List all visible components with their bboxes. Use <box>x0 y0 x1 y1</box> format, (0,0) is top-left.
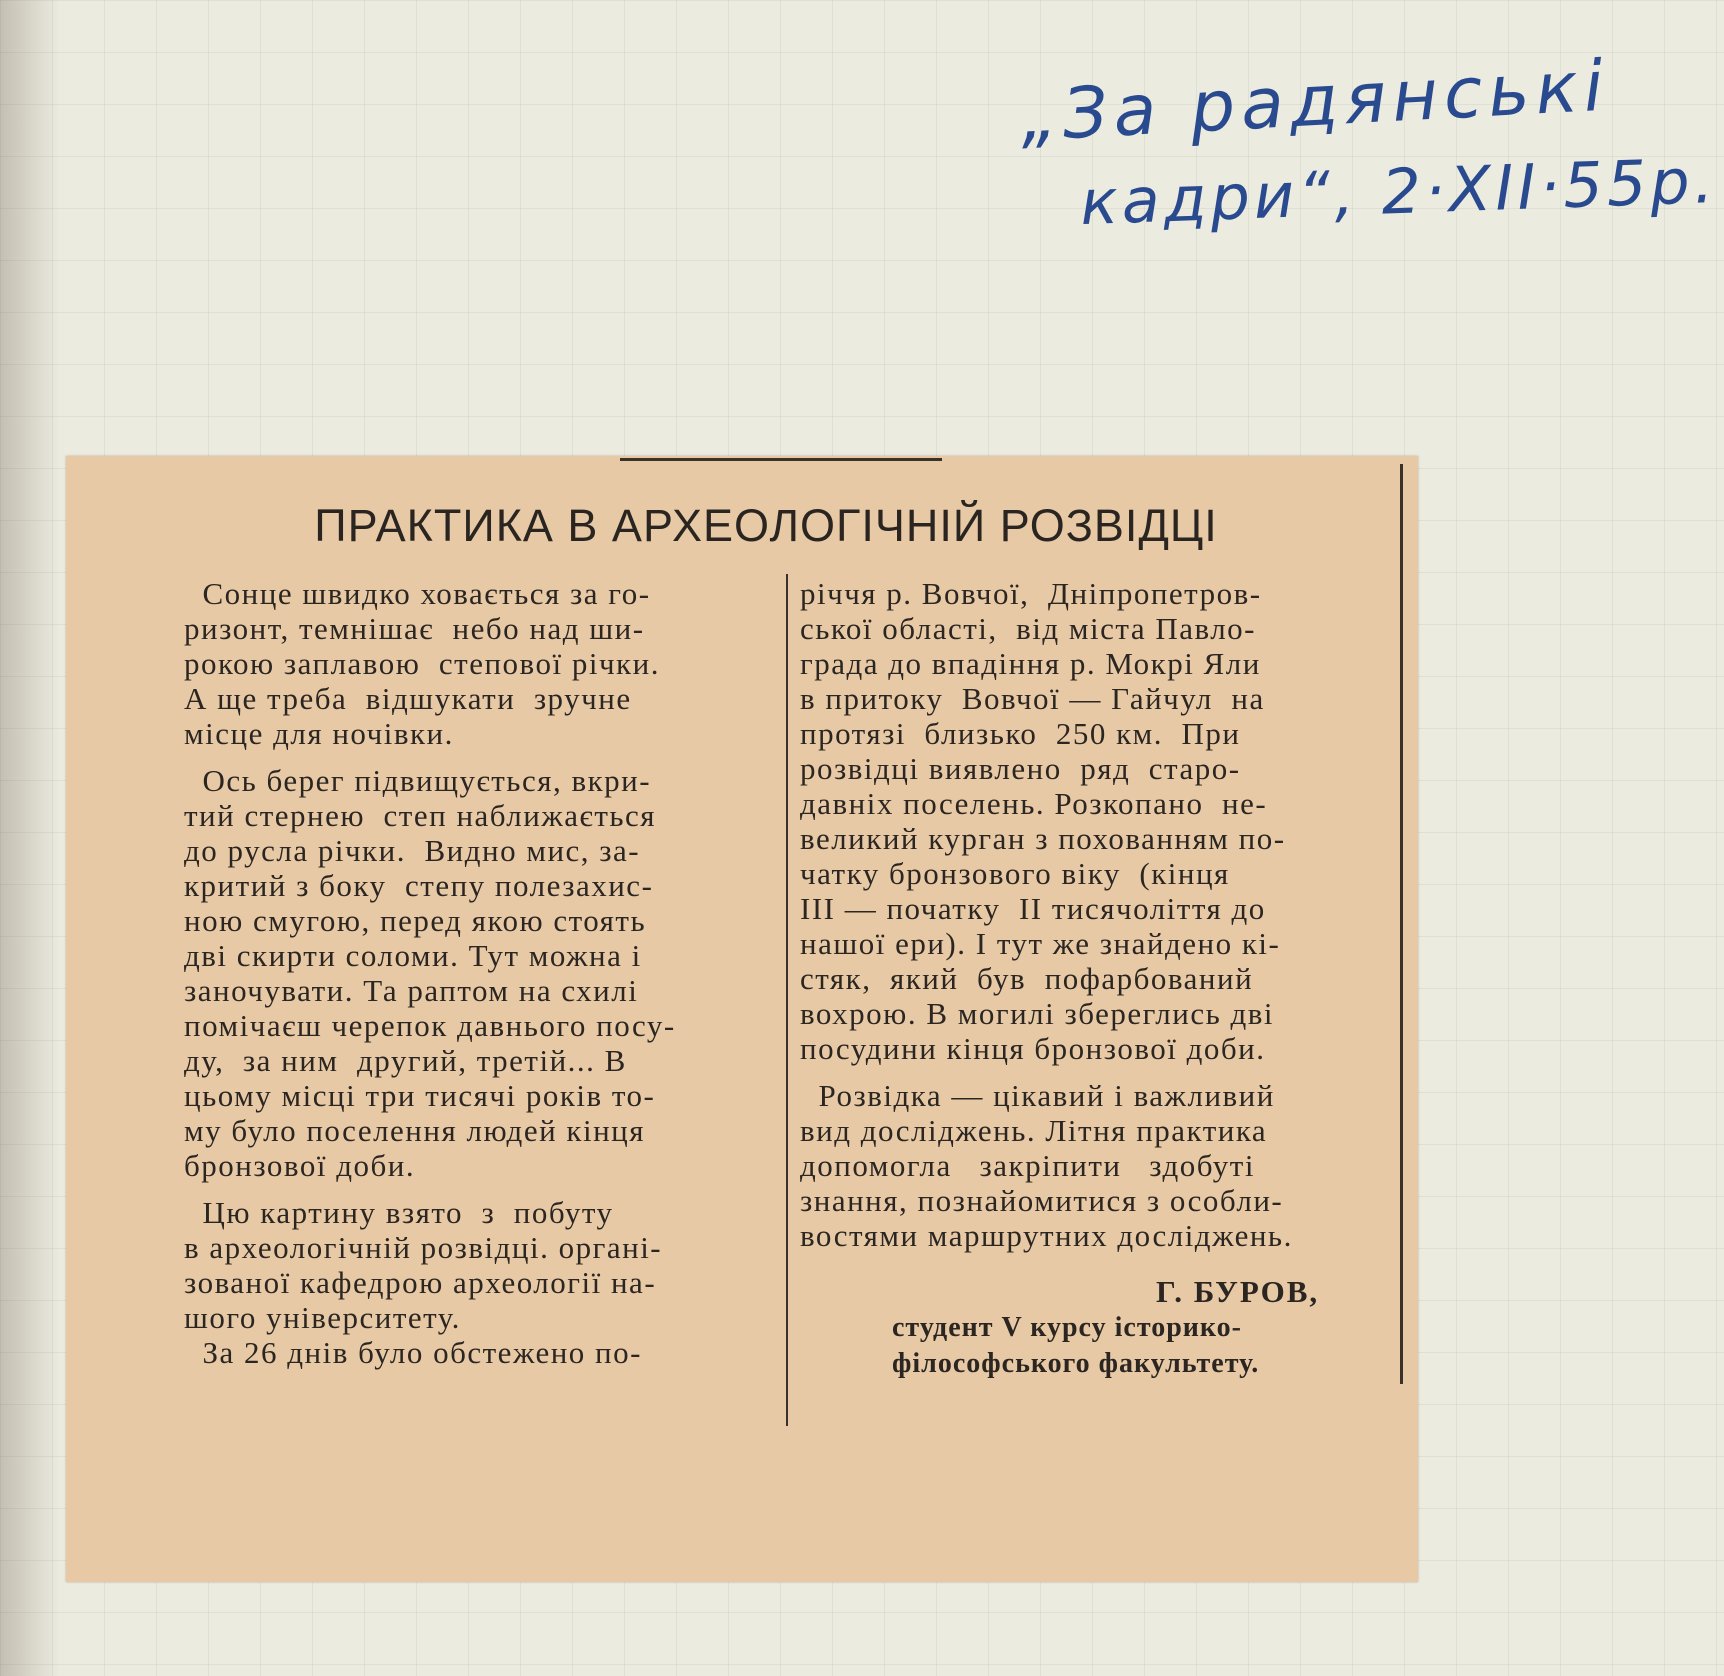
author-title-line-1: студент V курсу історико- <box>892 1312 1242 1343</box>
text-line: чатку бронзового віку (кінця <box>800 856 1230 891</box>
text-line: річчя р. Вовчої, Дніпропетров- <box>800 576 1262 611</box>
text-line: в археологічній розвідці. органі- <box>184 1230 663 1265</box>
text-line: розвідці виявлено ряд старо- <box>800 751 1241 786</box>
text-line: За 26 днів було обстежено по- <box>184 1335 642 1370</box>
text-line: місце для ночівки. <box>184 716 454 751</box>
page-binding-shadow <box>0 0 60 1676</box>
text-line: критий з боку степу полезахис- <box>184 868 654 903</box>
article-headline: ПРАКТИКА В АРХЕОЛОГІЧНІЙ РОЗВІДЦІ <box>314 500 1218 551</box>
text-line: ною смугою, перед якою стоять <box>184 903 647 938</box>
text-line: зованої кафедрою археології на- <box>184 1265 657 1300</box>
top-rule <box>620 458 942 461</box>
text-line: в притоку Вовчої — Гайчул на <box>800 681 1265 716</box>
text-line: А ще треба відшукати зручне <box>184 681 632 716</box>
text-line: помічаєш черепок давнього посу- <box>184 1008 676 1043</box>
paragraph-gap <box>800 1066 1442 1078</box>
paragraph-gap <box>184 751 834 763</box>
text-line: вид досліджень. Літня практика <box>800 1113 1268 1148</box>
text-line: давніх поселень. Розкопано не- <box>800 786 1268 821</box>
article-left-column <box>184 576 834 1370</box>
annotation-line-1: „За радянські <box>1018 44 1612 158</box>
newspaper-clipping <box>66 456 1418 1582</box>
annotation-line-2: кадри“, 2·XII·55р. <box>1078 143 1719 240</box>
text-line: ризонт, темнішає небо над ши- <box>184 611 645 646</box>
text-line: до русла річки. Видно мис, за- <box>184 833 641 868</box>
text-line: бронзової доби. <box>184 1148 416 1183</box>
author-name: Г. БУРОВ, <box>1156 1274 1320 1309</box>
text-line: протязі близько 250 км. При <box>800 716 1241 751</box>
text-line: посудини кінця бронзової доби. <box>800 1031 1266 1066</box>
handwritten-annotation <box>1000 44 1719 250</box>
text-line: тий стернею степ наближається <box>184 798 657 833</box>
text-line: знання, познайомитися з особли- <box>800 1183 1284 1218</box>
text-line: Ось берег підвищується, вкри- <box>184 763 652 798</box>
text-line: заночувати. Та раптом на схилі <box>184 973 639 1008</box>
text-line: града до впадіння р. Мокрі Яли <box>800 646 1261 681</box>
text-line: дві скирти соломи. Тут можна і <box>184 938 642 973</box>
article-right-column <box>800 576 1442 1253</box>
text-line: Сонце швидко ховається за го- <box>184 576 651 611</box>
text-line: цьому місці три тисячі років то- <box>184 1078 656 1113</box>
text-line: шого університету. <box>184 1300 461 1335</box>
text-line: Цю картину взято з побуту <box>184 1195 614 1230</box>
text-line: му було поселення людей кінця <box>184 1113 646 1148</box>
text-line: великий курган з похованням по- <box>800 821 1286 856</box>
paragraph-gap <box>184 1183 834 1195</box>
text-line: рокою заплавою степової річки. <box>184 646 660 681</box>
text-line: нашої ери). І тут же знайдено кі- <box>800 926 1281 961</box>
text-line: востями маршрутних досліджень. <box>800 1218 1293 1253</box>
text-line: вохрою. В могилі збереглись дві <box>800 996 1274 1031</box>
text-line: III — початку II тисячоліття до <box>800 891 1266 926</box>
text-line: стяк, який був пофарбований <box>800 961 1254 996</box>
text-line: Розвідка — цікавий і важливий <box>800 1078 1275 1113</box>
text-line: ду, за ним другий, третій... В <box>184 1043 627 1078</box>
author-title-line-2: філософського факультету. <box>892 1348 1260 1379</box>
text-line: ської області, від міста Павло- <box>800 611 1257 646</box>
column-divider <box>786 574 788 1426</box>
text-line: допомогла закріпити здобуті <box>800 1148 1255 1183</box>
